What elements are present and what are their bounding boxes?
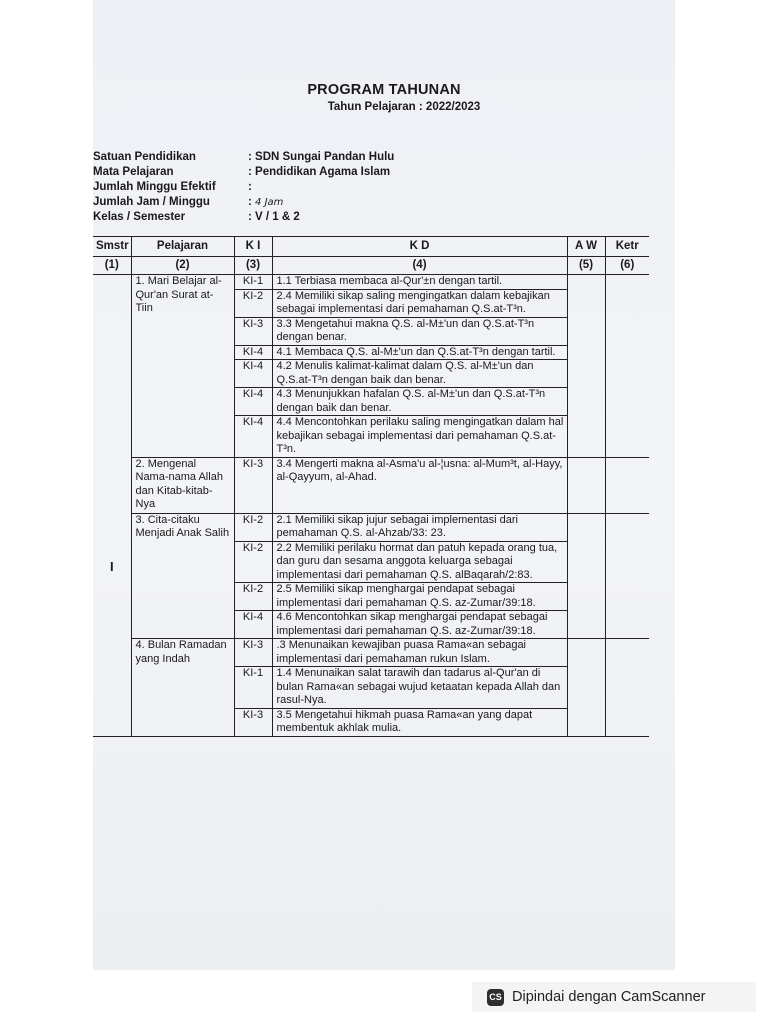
program-table [93,236,649,737]
handwritten-value: 4 Jam [255,197,284,208]
info-label: Mata Pelajaran [93,166,174,178]
ki-cell: KI-3 [234,457,272,513]
lesson-title: 1. Mari Belajar al-Qur'an Surat at-Tiin [131,275,234,458]
info-label: Jumlah Minggu Efektif [93,181,216,193]
ki-cell: KI-1 [234,667,272,709]
kd-cell: 3.5 Mengetahui hikmah puasa Rama«an yang dapat membentuk akhlak mulia. [272,708,567,736]
ki-cell: KI-3 [234,639,272,667]
ketr-cell [605,513,649,639]
table-row [93,275,649,290]
kd-cell: 2.1 Memiliki sikap jujur sebagai implementasi dari pemahaman Q.S. al-Ahzab/33: 23. [272,513,567,541]
aw-cell [567,457,605,513]
ki-cell: KI-2 [234,289,272,317]
aw-cell [567,513,605,639]
column-header: Pelajaran [131,237,234,257]
info-label: Satuan Pendidikan [93,151,196,163]
column-header: K I [234,237,272,257]
table-header-row [93,237,649,257]
kd-cell: 2.5 Memiliki sikap menghargai pendapat sebagai implementasi dari pemahaman Q.S. az-Zumar/39:18. [272,583,567,611]
kd-cell: 3.4 Mengerti makna al-Asma'u al-¦usna: al-Mum³t, al-Hayy, al-Qayyum, al-Ahad. [272,457,567,513]
kd-cell: 1.4 Menunaikan salat tarawih dan tadarus al-Qur'an di bulan Rama«an sebagai wujud ketaatan kepada Allah dan rasul-Nya. [272,667,567,709]
ki-cell: KI-4 [234,416,272,458]
camscanner-logo-icon: CS [487,989,504,1006]
column-number: (4) [272,257,567,275]
ki-cell: KI-4 [234,360,272,388]
ki-cell: KI-3 [234,708,272,736]
column-number: (5) [567,257,605,275]
info-value: : Pendidikan Agama Islam [248,166,391,178]
kd-cell: .3 Menunaikan kewajiban puasa Rama«an sebagai implementasi dari pemahaman rukun Islam. [272,639,567,667]
page-title: PROGRAM TAHUNAN [307,82,461,98]
ki-cell: KI-2 [234,583,272,611]
table-row [93,457,649,513]
camscanner-watermark [472,982,756,1012]
column-header: Smstr [93,237,131,257]
kd-cell: 4.2 Menulis kalimat-kalimat dalam Q.S. al-M±'un dan Q.S.at-T³n dengan baik dan benar. [272,360,567,388]
column-number: (3) [234,257,272,275]
aw-cell [567,275,605,458]
lesson-title: 3. Cita-citaku Menjadi Anak Salih [131,513,234,639]
column-header: K D [272,237,567,257]
ki-cell: KI-2 [234,541,272,583]
ki-cell: KI-4 [234,388,272,416]
lesson-title: 4. Bulan Ramadan yang Indah [131,639,234,737]
column-number: (1) [93,257,131,275]
kd-cell: 4.3 Menunjukkan hafalan Q.S. al-M±'un dan Q.S.at-T³n dengan baik dan benar. [272,388,567,416]
info-value: : [248,181,252,193]
kd-cell: 4.6 Mencontohkan sikap menghargai pendapat sebagai implementasi dari pemahaman Q.S. az-Zumar/39:18. [272,611,567,639]
kd-cell: 1.1 Terbiasa membaca al-Qur'±n dengan tartil. [272,275,567,290]
column-number: (6) [605,257,649,275]
ki-cell: KI-1 [234,275,272,290]
ki-cell: KI-3 [234,317,272,345]
kd-cell: 4.4 Mencontohkan perilaku saling mengingatkan dalam hal kebajikan sebagai implementasi dari pemahaman Q.S.at-T³n. [272,416,567,458]
ki-cell: KI-2 [234,513,272,541]
kd-cell: 3.3 Mengetahui makna Q.S. al-M±'un dan Q.S.at-T³n dengan benar. [272,317,567,345]
scanned-page [93,0,675,970]
info-label: Jumlah Jam / Minggu [93,196,210,208]
aw-cell [567,639,605,737]
info-label: Kelas / Semester [93,211,186,223]
semester-value: I [109,559,114,574]
ketr-cell [605,457,649,513]
column-number: (2) [131,257,234,275]
ketr-cell [605,639,649,737]
info-value: : SDN Sungai Pandan Hulu [248,151,395,163]
semester-cell [93,275,131,737]
ki-cell: KI-4 [234,345,272,360]
kd-cell: 4.1 Membaca Q.S. al-M±'un dan Q.S.at-T³n dengan tartil. [272,345,567,360]
watermark-text: Dipindai dengan CamScanner [512,989,706,1005]
info-value: : V / 1 & 2 [248,211,300,223]
kd-cell: 2.2 Memiliki perilaku hormat dan patuh kepada orang tua, dan guru dan sesama anggota keluarga sebagai implementasi dari pemahaman Q.S. alBaqarah/2:83. [272,541,567,583]
info-value [248,196,283,208]
table-row [93,639,649,667]
table-number-row [93,257,649,275]
lesson-title: 2. Mengenal Nama-nama Allah dan Kitab-kitab-Nya [131,457,234,513]
column-header: A W [567,237,605,257]
kd-cell: 2.4 Memiliki sikap saling mengingatkan dalam kebajikan sebagai implementasi dari pemahaman Q.S.at-T³n. [272,289,567,317]
info-colon: : [248,196,252,208]
column-header: Ketr [605,237,649,257]
ki-cell: KI-4 [234,611,272,639]
page-subtitle: Tahun Pelajaran : 2022/2023 [327,101,481,113]
table-row [93,513,649,541]
ketr-cell [605,275,649,458]
